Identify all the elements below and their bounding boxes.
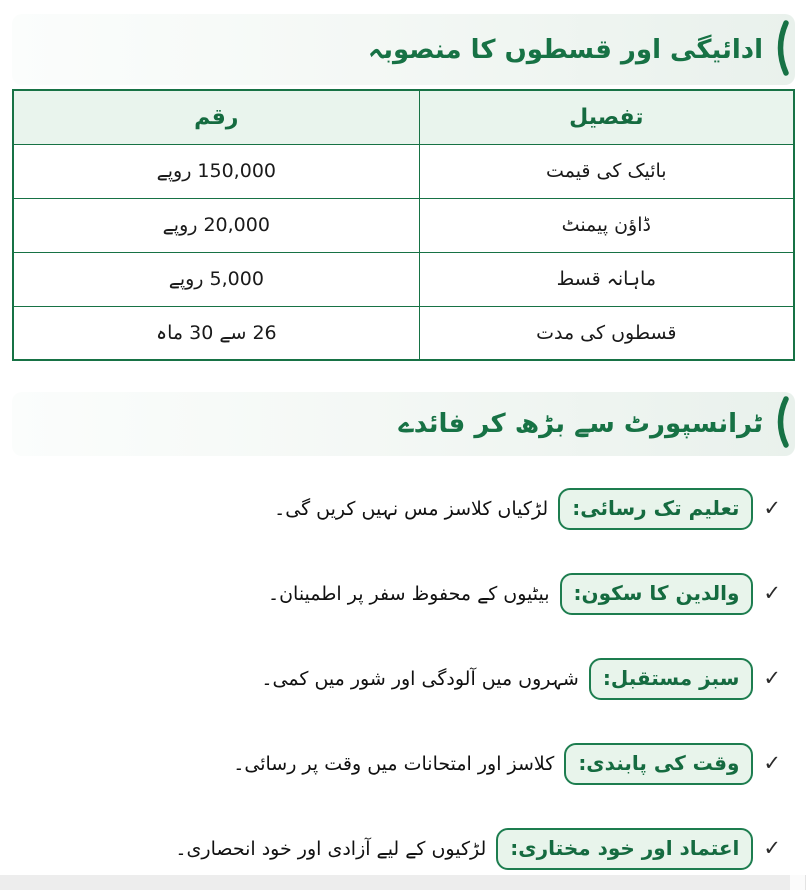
table-row [13, 306, 794, 360]
horizontal-scrollbar[interactable] [0, 875, 790, 890]
col-header-detail: تفصیل [419, 90, 794, 144]
benefit-label-chip: تعلیم تک رسائی: [558, 488, 753, 530]
table-row [13, 252, 794, 306]
benefit-label-chip: سبز مستقبل: [589, 658, 754, 700]
table-row [13, 144, 794, 198]
cell-detail: بائیک کی قیمت [419, 144, 794, 198]
col-header-amount: رقم [13, 90, 419, 144]
cell-detail: قسطوں کی مدت [419, 306, 794, 360]
benefit-text: شہروں میں آلودگی اور شور میں کمی۔ [261, 667, 579, 690]
cell-detail: ڈاؤن پیمنٹ [419, 198, 794, 252]
payment-section-header [12, 14, 795, 85]
payment-table [12, 89, 795, 361]
bracket-icon [773, 396, 789, 452]
checkmark-icon: ✓ [763, 666, 781, 690]
benefit-item [12, 721, 795, 806]
cell-amount: 26 سے 30 ماہ [13, 306, 419, 360]
benefit-text: بیٹیوں کے محفوظ سفر پر اطمینان۔ [267, 582, 550, 605]
cell-amount: 150,000 روپے [13, 144, 419, 198]
cell-amount: 20,000 روپے [13, 198, 419, 252]
checkmark-icon: ✓ [763, 836, 781, 860]
benefit-label-chip: والدین کا سکون: [560, 573, 754, 615]
benefit-item [12, 551, 795, 636]
table-header-row [13, 90, 794, 144]
bracket-icon [773, 20, 789, 80]
cell-amount: 5,000 روپے [13, 252, 419, 306]
benefit-text: لڑکیوں کے لیے آزادی اور خود انحصاری۔ [175, 837, 487, 860]
payment-section-title: ادائیگی اور قسطوں کا منصوبہ [367, 34, 763, 65]
benefit-item [12, 466, 795, 551]
benefit-text: کلاسز اور امتحانات میں وقت پر رسائی۔ [233, 752, 555, 775]
cell-detail: ماہانہ قسط [419, 252, 794, 306]
benefit-label-chip: اعتماد اور خود مختاری: [496, 828, 753, 870]
table-row [13, 198, 794, 252]
benefits-list [12, 466, 795, 890]
checkmark-icon: ✓ [763, 751, 781, 775]
benefits-section-title: ٹرانسپورٹ سے بڑھ کر فائدے [398, 409, 763, 439]
benefits-section-header [12, 392, 795, 456]
checkmark-icon: ✓ [763, 581, 781, 605]
benefit-label-chip: وقت کی پابندی: [564, 743, 753, 785]
scrollbar-corner [790, 875, 806, 890]
benefit-text: لڑکیاں کلاسز مس نہیں کریں گی۔ [274, 497, 549, 520]
benefit-item [12, 636, 795, 721]
checkmark-icon: ✓ [763, 496, 781, 520]
